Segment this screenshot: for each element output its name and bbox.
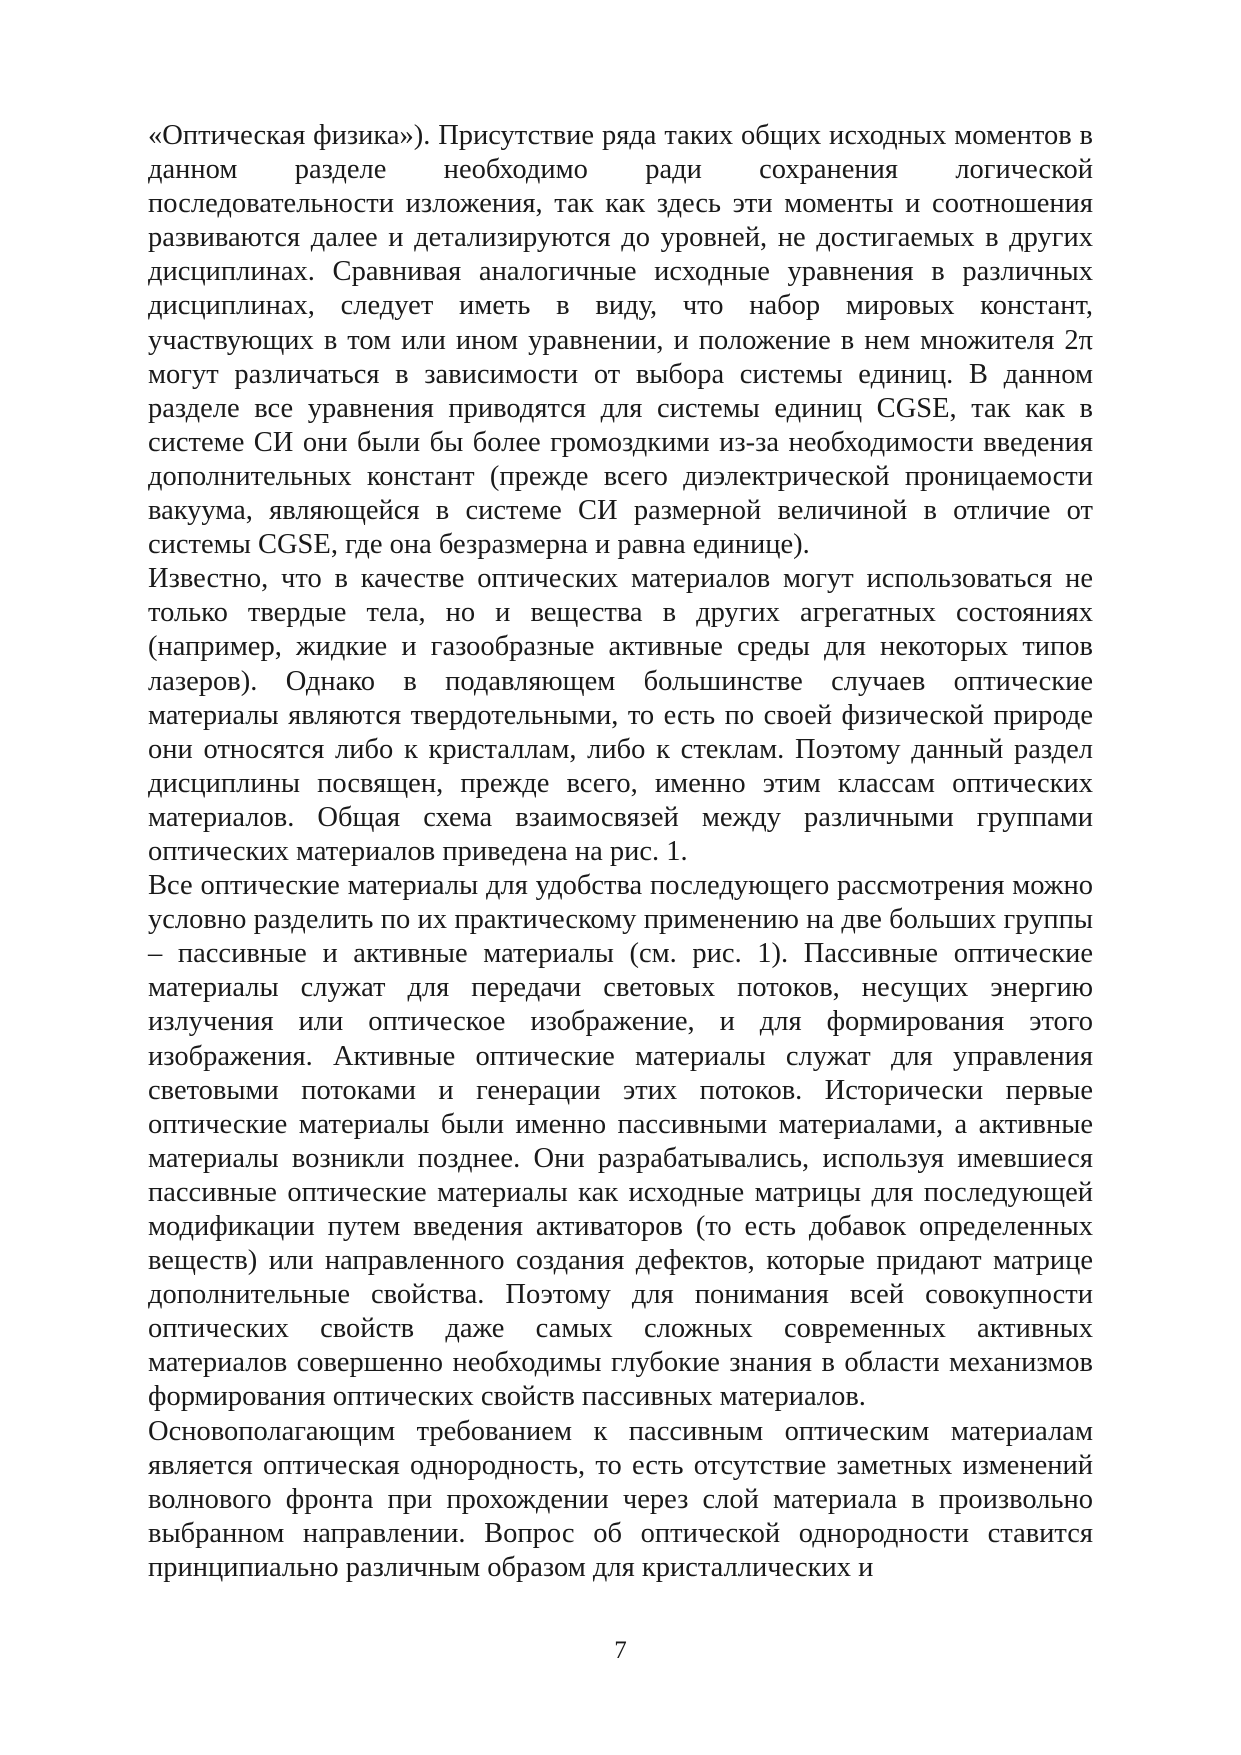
paragraph-2: Известно, что в качестве оптических материалов могут использоваться не только твердые тела, но и вещества в других агрегатных состояниях (например, жидкие и газообразные активные среды для некоторых типов лазеров). Однако в подавляющем большинстве случаев оптические материалы являются твердотельными, то есть по своей физической природе они относятся либо к кристаллам, либо к стеклам. Поэтому данный раздел дисциплины посвящен, прежде всего, именно этим классам оптических материалов. Общая схема взаимосвязей между различными группами оптических материалов приведена на рис. 1. (148, 563, 1093, 867)
body-text (148, 119, 1093, 1585)
paragraph-1: «Оптическая физика»). Присутствие ряда таких общих исходных моментов в данном разделе необходимо ради сохранения логической последовательности изложения, так как здесь эти моменты и соотношения развиваются далее и детализируются до уровней, не достигаемых в других дисциплинах. Сравнивая аналогичные исходные уравнения в различных дисциплинах, следует иметь в виду, что набор мировых констант, участвующих в том или ином уравнении, и положение в нем множителя 2π могут различаться в зависимости от выбора системы единиц. В данном разделе все уравнения приводятся для системы единиц CGSE, так как в системе СИ они были бы более громоздкими из-за необходимости введения дополнительных констант (прежде всего диэлектрической проницаемости вакуума, являющейся в системе СИ размерной величиной в отличие от системы CGSE, где она безразмерна и равна единице). (148, 120, 1093, 561)
paragraph-3: Все оптические материалы для удобства последующего рассмотрения можно условно разделить по их практическому применению на две больших группы – пассивные и активные материалы (см. рис. 1). Пассивные оптические материалы служат для передачи световых потоков, несущих энергию излучения или оптическое изображение, и для формирования этого изображения. Активные оптические материалы служат для управления световыми потоками и генерации этих потоков. Исторически первые оптические материалы были именно пассивными материалами, а активные материалы возникли позднее. Они разрабатывались, используя имевшиеся пассивные оптические материалы как исходные матрицы для последующей модификации путем введения активаторов (то есть добавок определенных веществ) или направленного создания дефектов, которые придают матрице дополнительные свойства. Поэтому для понимания всей совокупности оптических свойств даже самых сложных современных активных материалов совершенно необходимы глубокие знания в области механизмов формирования оптических свойств пассивных материалов. (148, 870, 1093, 1413)
page-number: 7 (614, 1637, 627, 1664)
paragraph-4: Основополагающим требованием к пассивным оптическим материалам является оптическая однородность, то есть отсутствие заметных изменений волнового фронта при прохождении через слой материала в произвольно выбранном направлении. Вопрос об оптической однородности ставится принципиально различным образом для кристаллических и (148, 1415, 1093, 1583)
